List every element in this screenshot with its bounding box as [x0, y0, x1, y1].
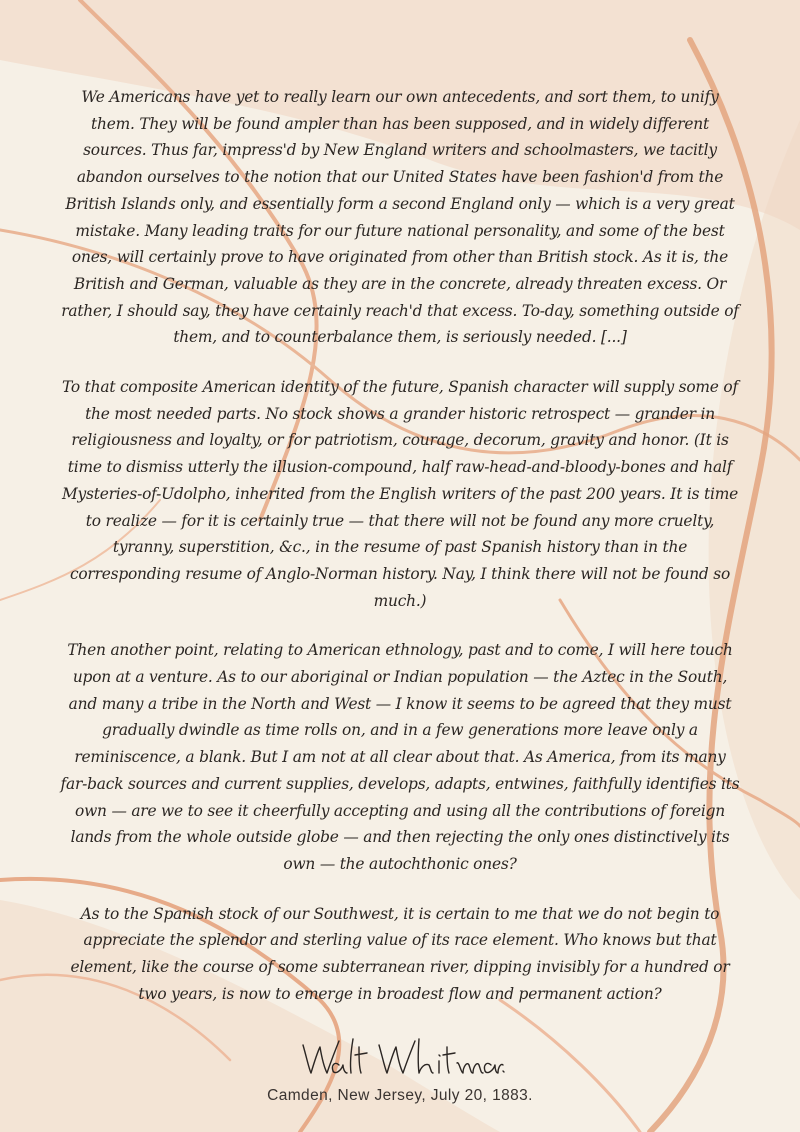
letter-body: [60, 84, 740, 1105]
handwritten-signature: [60, 1031, 740, 1083]
dateline: Camden, New Jersey, July 20, 1883.: [267, 1086, 533, 1104]
signature-drawing: [295, 1031, 505, 1083]
paragraph-3: Then another point, relating to American ethnology, past and to come, I will here touch upon at a venture. As to our aboriginal or Indian population — the Aztec in the South, and many a tribe in the North and West — I know it seems to be agreed that they must gradually dwindle as time rolls on, and in a few generations more leave only a reminiscence, a blank. But I am not at all clear about that. As America, from its many far-back sources and current supplies, develops, adapts, entwines, faithfully identifies its own — are we to see it cheerfully accepting and using all the contributions of foreign lands from the whole outside globe — and then rejecting the only ones distinctively its own — the autochthonic ones?: [60, 641, 740, 873]
paragraph-2: To that composite American identity of the future, Spanish character will supply some of the most needed parts. No stock shows a grander historic retrospect — grander in religiousness and loyalty, or for patriotism, courage, decorum, gravity and honor. (It is time to dismiss utterly the illusion-compound, half raw-head-and-bloody-bones and half Mysteries-of-Udolpho, inherited from the English writers of the past 200 years. It is time to realize — for it is certainly true — that there will not be found any more cruelty, tyranny, superstition, &c., in the resume of past Spanish history than in the corresponding resume of Anglo-Norman history. Nay, I think there will not be found so much.): [61, 378, 738, 610]
paragraph-4: As to the Spanish stock of our Southwest, it is certain to me that we do not begin to appreciate the splendor and sterling value of its race element. Who knows but that element, like the course of some subterranean river, dipping invisibly for a hundred or two years, is now to emerge in broadest flow and permanent action?: [70, 904, 730, 1003]
paragraph-1: We Americans have yet to really learn our own antecedents, and sort them, to unify them. They will be found ampler than has been supposed, and in widely different sources. Thus far, impress'd by New England writers and schoolmasters, we tacitly abandon ourselves to the notion that our United States have been fashion'd from the British Islands only, and essentially form a second England only — which is a very great mistake. Many leading traits for our future national personality, and some of the best ones, will certainly prove to have originated from other than British stock. As it is, the British and German, valuable as they are in the concrete, already threaten excess. Or rather, I should say, they have certainly reach'd that excess. To-day, something outside of them, and to counterbalance them, is seriously needed. [...]: [61, 88, 739, 347]
